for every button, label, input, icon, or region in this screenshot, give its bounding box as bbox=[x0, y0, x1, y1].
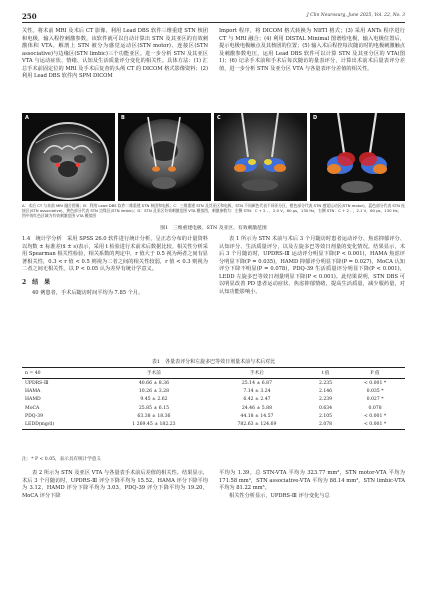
figure-caption: A：术后 CT 与术前 MRI 融合图像；B：利用 Lead DBS 软件二维重建 STN 核团和电极；C：三维重建 STN 及其亚区和电极，STN 不同颜色代表不同亚分区，橙色部分代表 STN 感觉运动区(STN motor)，蓝色部分代表 STN 连接区(STN associative)，黄色部分代表 STN 边缘区(STN limbic)；D：STN 及亚区有效刺激范围 VTA 模拟图，刺激参数为：左侧 STN：C + 2 - ，2.0 V，60 μs，130 Hz，右侧 STN：C + 2 - ，2.1 V，60 μs，130 Hz，图中的红色区域为有效刺激范围 VTA 模拟图 bbox=[22, 203, 405, 218]
table-cell: 25.85 ± 6.15 bbox=[138, 405, 170, 411]
right-column-top bbox=[219, 28, 405, 73]
table-row bbox=[22, 420, 405, 429]
results-intro-paragraph: 40 例患者，手术后随访时间平均为 7.85 个月。 bbox=[32, 290, 144, 296]
table-row bbox=[22, 396, 405, 404]
stn-3d-reconstruction bbox=[214, 113, 307, 201]
table-cell: 7.14 ± 3.24 bbox=[243, 389, 271, 395]
figure-panel-b bbox=[118, 113, 211, 201]
table-header-cell: P 值 bbox=[345, 368, 405, 379]
table-header-cell: t 值 bbox=[306, 368, 345, 379]
table-row bbox=[22, 388, 405, 396]
table-cell: 24.46 ± 5.88 bbox=[241, 405, 273, 411]
right-column-middle bbox=[219, 236, 405, 296]
table-header-cell: n = 40 bbox=[22, 368, 100, 379]
table-cell: < 0.001 * bbox=[345, 420, 405, 429]
table-cell: 9.45 ± 2.62 bbox=[140, 397, 168, 403]
table-cell: HAMD bbox=[25, 397, 41, 403]
table-cell: 1 269.45 ± 182.23 bbox=[100, 420, 208, 429]
table-cell: 40.66 ± 8.36 bbox=[138, 380, 170, 386]
table-cell: 0.634 bbox=[318, 405, 333, 411]
figure-1 bbox=[22, 113, 405, 201]
table-cell: LEDD(mg/d) bbox=[22, 420, 100, 429]
section-heading-results: 2 结 果 bbox=[22, 278, 51, 286]
table-cell: 25.14 ± 6.87 bbox=[241, 380, 273, 386]
brain-coronal-image bbox=[118, 113, 211, 201]
brain-axial-image bbox=[22, 113, 115, 201]
paragraph: 关性。将术前 MRI 及术后 CT 影像，利用 Lead DBS 软件三维重建 STN 核团和电极，输入程控刺激参数，该软件就可以自动计算出 STN 及其亚区的有效刺激体积 VTA。解剖上 STN 被分为感觉运动区(STN motor)、连接区(STN associative)与边缘区(STN limbic)三个功能亚区。进一步分析 STN 及其亚区 VTA 与运动症状、情绪、认知及生活质量评分变化的相关性。具体方法：(1) 汇总手术前固定位的 MRI 及手术后复查的头颅 CT 的 DICOM 格式影像资料；(2) 利用 Lead DBS 软件内 SPM DICOM bbox=[22, 28, 208, 79]
table-header-cell: 手术前 bbox=[100, 368, 208, 379]
paragraph: 平均为 1.39。总 STN-VTA 平均为 323.77 mm³，STN motor-VTA 平均为 171.58 mm³，STN associative-VTA 平均为 88.14 mm³，STN limbic-VTA 平均为 81.22 mm³。 bbox=[219, 470, 405, 491]
journal-citation: J Clin Neurosurg, June 2025, Vol. 22, No. 3 bbox=[306, 13, 405, 18]
vta-simulation bbox=[310, 113, 405, 201]
left-column-bottom bbox=[22, 470, 208, 500]
table-cell: HAMA bbox=[25, 389, 41, 395]
panel-label-c: C bbox=[217, 115, 221, 121]
table-row bbox=[22, 379, 405, 388]
table-cell: 2.239 bbox=[318, 397, 333, 403]
table-cell: 44.18 ± 14.57 bbox=[240, 413, 274, 419]
left-column-middle bbox=[22, 236, 208, 298]
statistics-paragraph: 1.4 统计学分析 采用 SPSS 26.0 软件进行统计分析，呈正态分布的计量资料以均数 ± 标准差(x̄ ± s)表示，采用 t 检验进行术前术后数据比较。相关性分析采用 Spearman 相关性检验，相关系数的判定中，r 值大于 0.5 视为两者之间有显著相关性，0.3 < r 值 < 0.5 则视为二者之间的相关性较弱，r 值 < 0.3 则视为二者之间无相关性。以 P < 0.05 认为差异有统计学意义。 bbox=[22, 236, 208, 272]
table-cell: 6.42 ± 2.47 bbox=[243, 397, 271, 403]
table-cell: 2.105 bbox=[318, 413, 333, 419]
paragraph: 表 2 所示为 STN 及亚区 VTA 与各量表手术前后差值的相关性。结果显示，术后 3 个月随访时，UPDRS-Ⅲ 评分下降平均为 15.52，HAMA 评分下降平均为 3.12，HAMD 评分下降平均为 3.03，PDQ-39 评分下降平均为 19.20，MoCA 评分下降 bbox=[22, 470, 208, 499]
table-title: 表1 各量表评分和左旋多巴等效日剂量术前与术后对比 bbox=[151, 359, 276, 365]
panel-label-a: A bbox=[25, 115, 29, 121]
table-cell: 63.38 ± 18.36 bbox=[137, 413, 171, 419]
figure-panel-d bbox=[310, 113, 405, 201]
table-cell: 0.035 * bbox=[366, 389, 384, 395]
table-cell: 0.027 * bbox=[366, 397, 384, 403]
table-cell: 2.078 bbox=[306, 420, 345, 429]
panel-label-b: B bbox=[121, 115, 125, 121]
header-rule bbox=[22, 22, 405, 23]
table-cell: 10.26 ± 3.28 bbox=[138, 389, 170, 395]
table-cell: < 0.001 * bbox=[363, 380, 387, 386]
table-cell: MoCA bbox=[25, 405, 40, 411]
table-cell: PDQ-39 bbox=[25, 413, 44, 419]
score-comparison-table bbox=[22, 367, 405, 430]
figure-panel-a bbox=[22, 113, 115, 201]
page-number: 250 bbox=[22, 12, 37, 21]
panel-label-d: D bbox=[313, 115, 318, 121]
table-row bbox=[22, 404, 405, 412]
table-header-cell: 手术后 bbox=[208, 368, 306, 379]
table-cell: 782.63 ± 124.69 bbox=[208, 420, 306, 429]
paragraph: Import 程序，将 DICOM 格式转换为 NIfTI 格式；(3) 采用 ANTs 程序进行 CT 与 MRI 融合；(4) 利用 DISTAL Minimal 图谱绘电极，输入电极位置后，提示电极电极触点及其核团的位置；(5) 输入术后程控每次随访时的电极刺激触点及刺激参数电压，运用 Lead DBS 软件可以计算 STN 及其亚分区的 VTA(图1)；(6) 记录手术前和手术后每次随访的量表评分，计算出术前术后量表评分差值，进一步分析 STN 及亚分区 VTA 与各量表评分差值的相关性。 bbox=[219, 28, 405, 72]
table-cell: UPDRS-Ⅲ bbox=[25, 380, 49, 386]
table-cell: < 0.001 * bbox=[363, 413, 387, 419]
right-column-bottom bbox=[219, 470, 405, 500]
table-cell: 0.078 bbox=[368, 405, 382, 411]
left-column-top bbox=[22, 28, 208, 81]
figure-title: 图1 三维重建电极、STN 及亚区、有效刺激范围 bbox=[160, 226, 267, 231]
figure-panel-c bbox=[214, 113, 307, 201]
table-row bbox=[22, 412, 405, 420]
paragraph: 相关性分析显示，UPDRS-Ⅲ 评分变化与总 bbox=[229, 492, 330, 499]
table-cell: 2.146 bbox=[318, 389, 333, 395]
table-cell: 2.235 bbox=[318, 380, 333, 386]
paragraph: 表 1 所示为 STN 术前与术后 3 个月随访时患者运动评分、焦虑抑郁评分、认知评分、生活质量评分，以及左旋多巴等效日剂量的变化情况。结果显示，术后 3 个月随访时，UPDRS-Ⅲ 运动评分明显下降(P < 0.001)，HAMA 焦虑评分明显下降(P = 0.035)，HAMD 抑郁评分明显下降(P = 0.027)，MoCA 认知评分下降不明显(P = 0.078)，PDQ-39 生活质量评分明显下降(P < 0.001)，LEDD 左旋多巴等效日剂量明显下降(P < 0.001)。此结果说明，STN DBS 可以明显改善 PD 患者运动症状、焦虑抑郁情绪，提高生活质量，减少服药量，对认知功能影响小。 bbox=[219, 236, 405, 295]
table-header-row bbox=[22, 368, 405, 379]
table-footnote: 注：* P < 0.05，表示具有统计学意义 bbox=[22, 457, 101, 462]
